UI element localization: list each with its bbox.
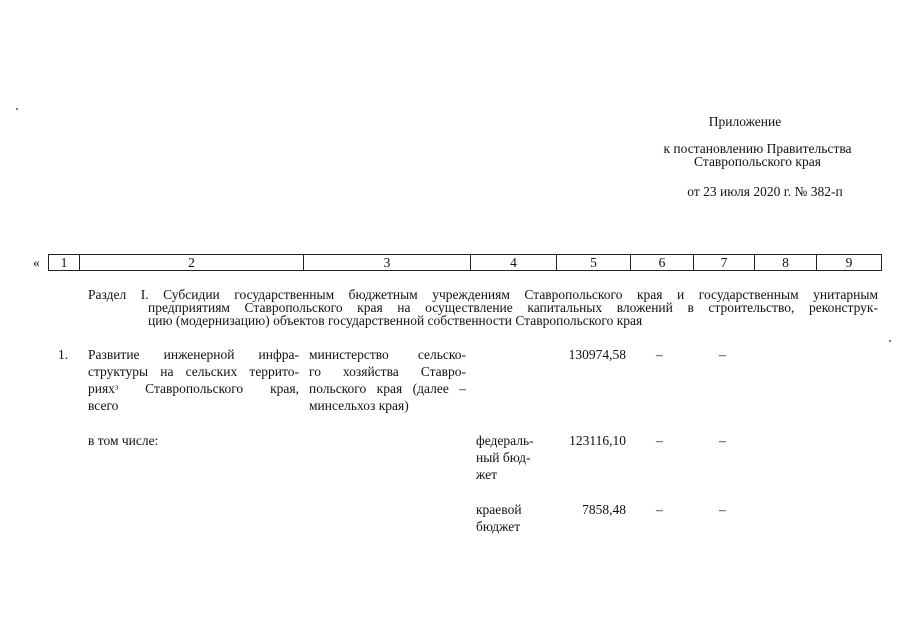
col7-dash: – xyxy=(719,347,726,362)
decree-line-1: к постановлению Правительства xyxy=(663,141,852,156)
scan-speck xyxy=(16,108,18,110)
source-line: бюджет xyxy=(476,519,521,534)
source-line: краевой xyxy=(476,502,522,517)
item-name-line: всего xyxy=(88,398,119,413)
item-name-line: рияхᶟ Ставропольского края, xyxy=(88,381,299,396)
section-heading-line-2: предприятиям Ставропольского края на осуществление капитальных вложений в строительство, реконструк- xyxy=(148,300,878,315)
funding-source xyxy=(476,432,546,483)
column-number-5: 5 xyxy=(557,255,631,271)
item-name-line: Развитие инженерной инфра- xyxy=(88,347,299,362)
decree-date: от 23 июля 2020 г. № 382-п xyxy=(687,184,843,199)
row-number: 1. xyxy=(58,347,69,362)
col7-dash: – xyxy=(719,502,726,517)
section-heading-line-3: цию (модернизацию) объектов государственной собственности Ставропольского края xyxy=(148,313,643,328)
source-line: ный бюд- xyxy=(476,450,531,465)
col7-dash: – xyxy=(719,433,726,448)
column-number-4: 4 xyxy=(471,255,557,271)
source-line: жет xyxy=(476,467,498,482)
column-number-8: 8 xyxy=(755,255,817,271)
agency-line: министерство сельско- xyxy=(309,347,466,362)
funding-source xyxy=(476,501,546,535)
decree-line-2: Ставропольского края xyxy=(694,154,821,169)
column-number-7: 7 xyxy=(694,255,755,271)
responsible-agency xyxy=(309,346,466,414)
column-number-6: 6 xyxy=(631,255,694,271)
including-label: в том числе: xyxy=(88,433,159,448)
amount-federal: 123116,10 xyxy=(569,433,626,448)
amount-total: 130974,58 xyxy=(568,347,626,362)
item-name xyxy=(88,346,299,414)
column-number-3: 3 xyxy=(304,255,471,271)
col6-dash: – xyxy=(656,502,663,517)
col6-dash: – xyxy=(656,347,663,362)
section-heading-line-1: Раздел I. Субсидии государственным бюджетным учреждениям Ставропольского края и государственным унитарным xyxy=(88,287,878,302)
agency-line: польского края (далее – xyxy=(309,381,466,396)
col6-dash: – xyxy=(656,433,663,448)
open-quote: « xyxy=(33,255,40,270)
column-number-1: 1 xyxy=(49,255,80,271)
item-name-line: структуры на сельских террито- xyxy=(88,364,299,379)
appendix-title: Приложение xyxy=(708,114,782,129)
column-number-2: 2 xyxy=(80,255,304,271)
agency-line: го хозяйства Ставро- xyxy=(309,364,466,379)
scan-speck xyxy=(889,340,891,342)
agency-line: минсельхоз края) xyxy=(309,398,409,413)
source-line: федераль- xyxy=(476,433,534,448)
amount-regional: 7858,48 xyxy=(582,502,626,517)
column-number-row xyxy=(48,254,882,271)
column-number-9: 9 xyxy=(817,255,882,271)
